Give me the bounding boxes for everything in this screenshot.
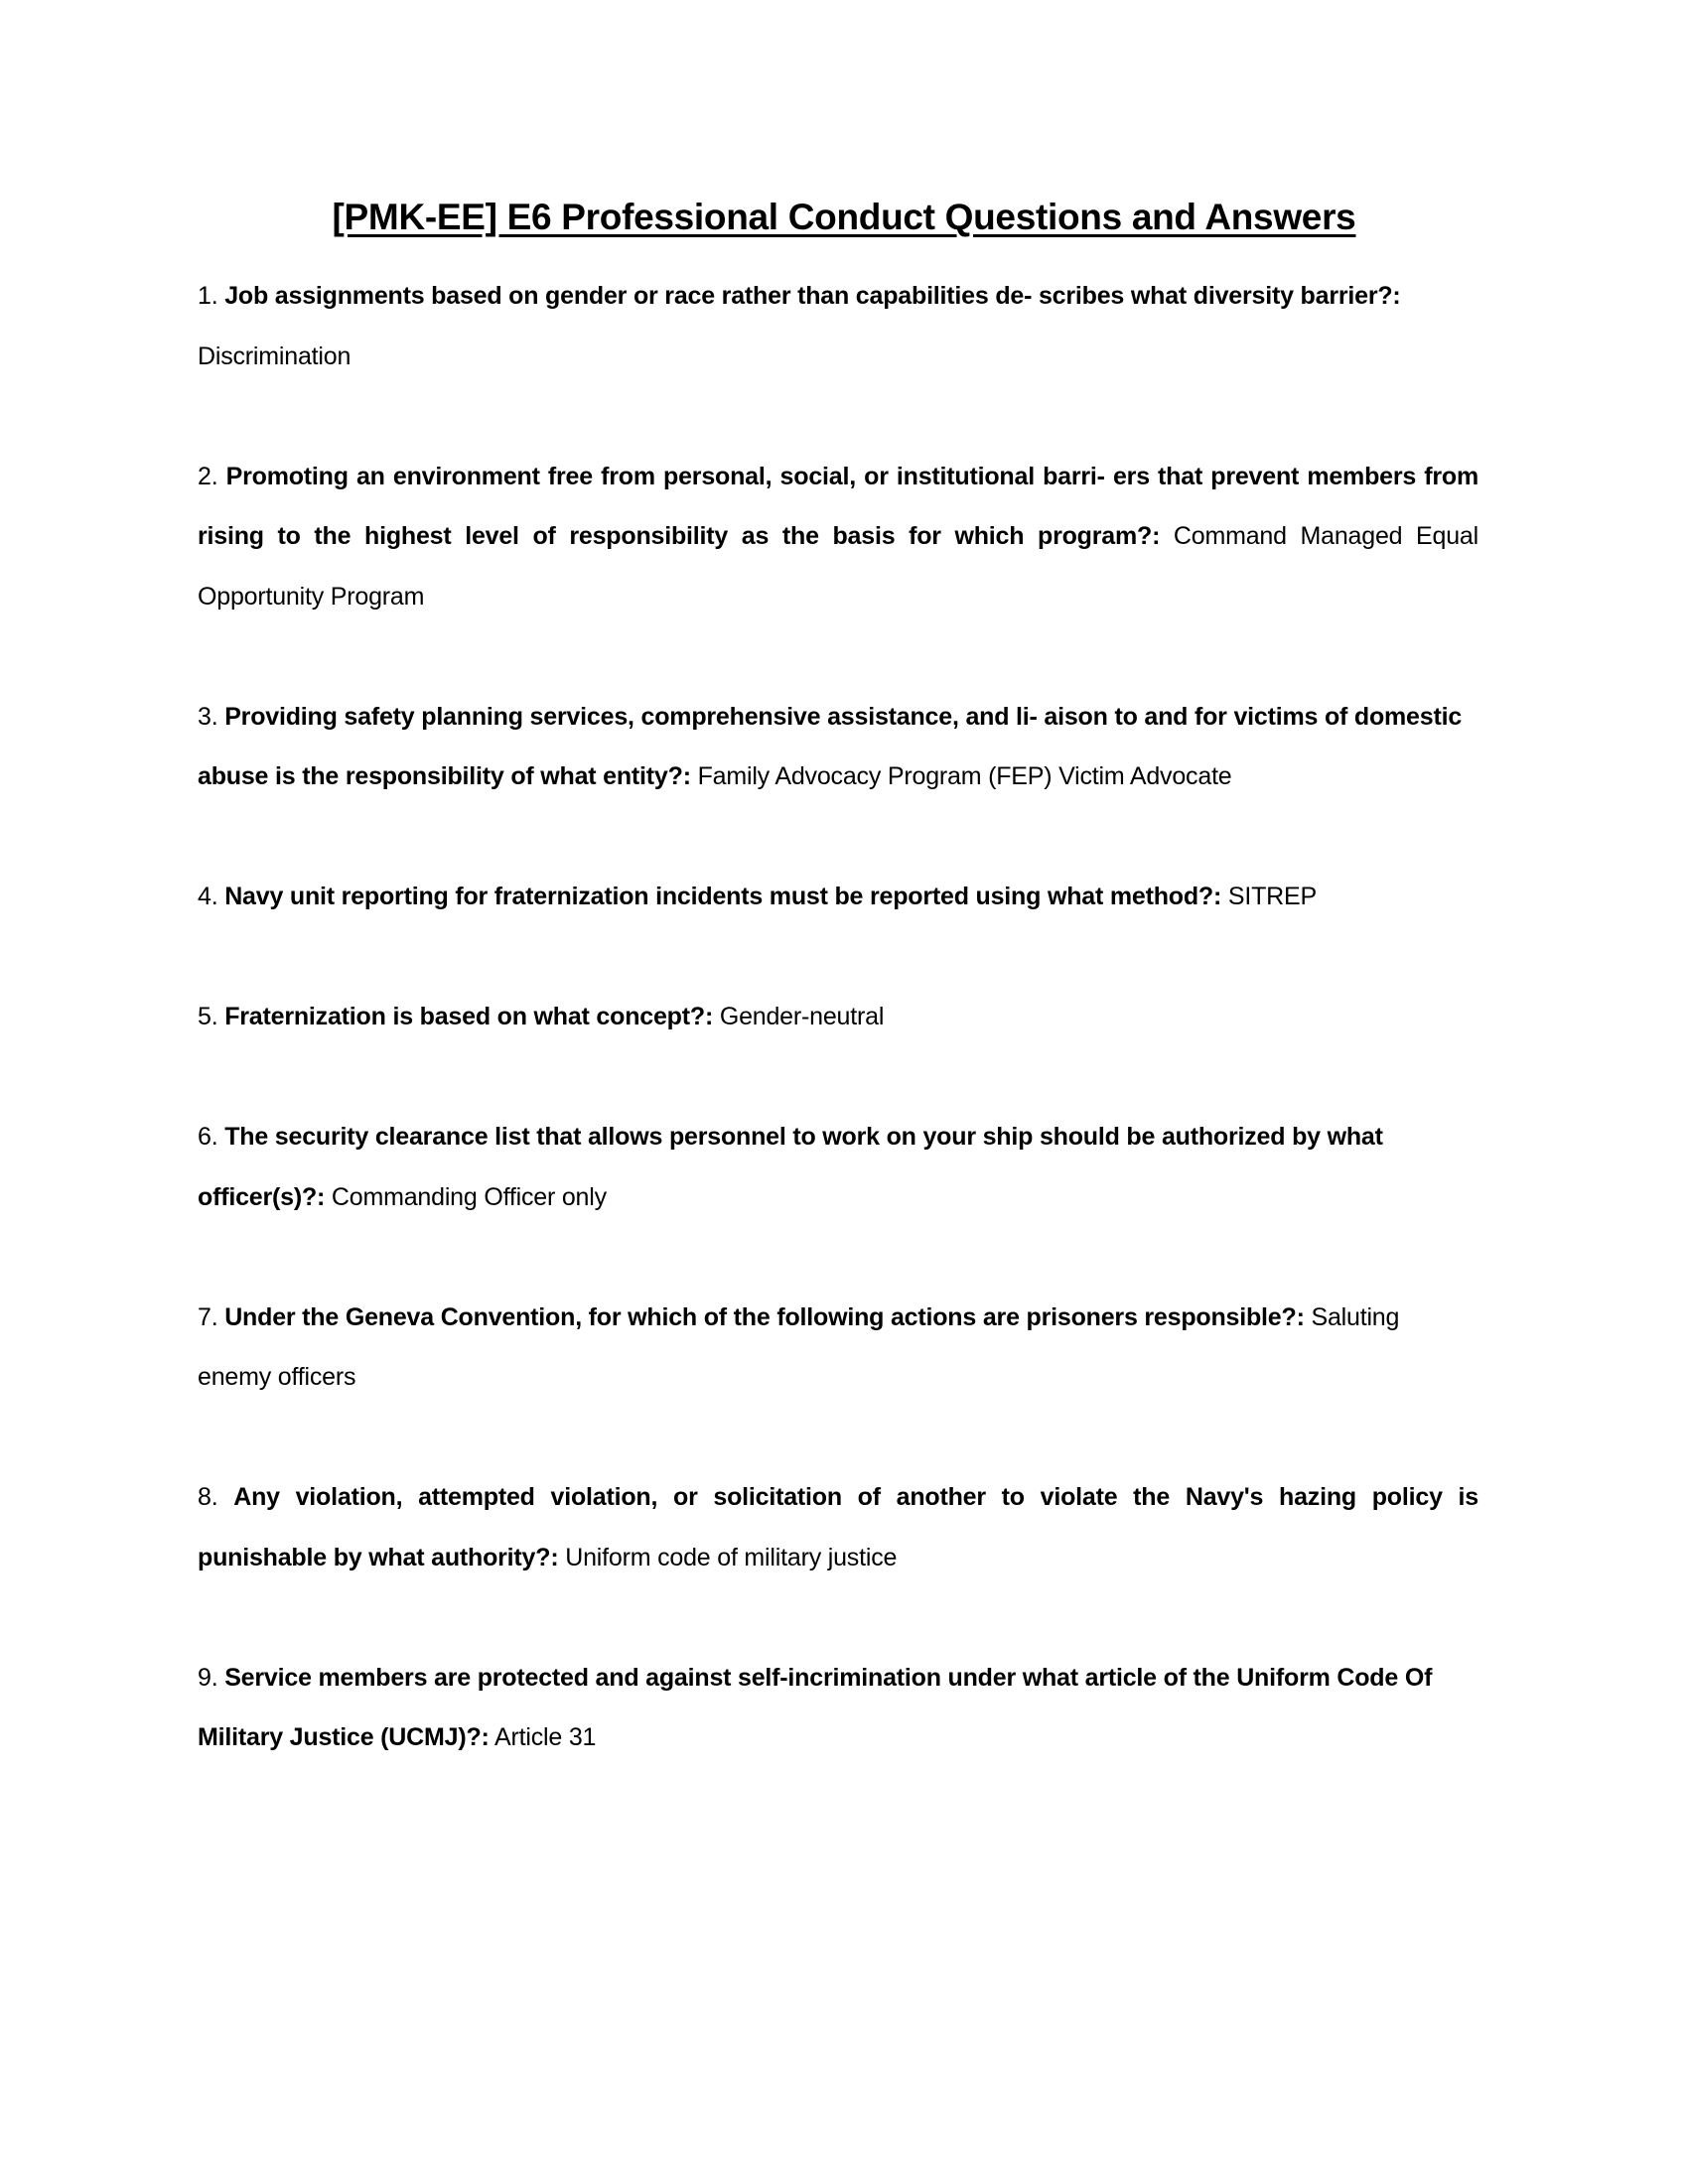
item-number: 3. [198, 702, 218, 731]
question: Under the Geneva Convention, for which of the following actions are prisoners responsible?: [224, 1302, 1305, 1331]
item-number: 2. [198, 462, 218, 490]
qa-item [198, 447, 1478, 627]
question: Any violation, attempted violation, or solicitation of another to violate the Navy's hazing policy is punishable by what authority?: [198, 1483, 1478, 1571]
question: The security clearance list that allows personnel to work on your ship should be authorized by what officer(s)?: [198, 1123, 1383, 1211]
item-number: 6. [198, 1123, 218, 1151]
qa-item [198, 1648, 1478, 1768]
answer: Command Managed Equal Opportunity Program [198, 522, 1478, 611]
answer: SITREP [1227, 883, 1317, 910]
qa-item [198, 1288, 1478, 1408]
item-number: 4. [198, 883, 218, 910]
answer: Family Advocacy Program (FEP) Victim Advocate [697, 762, 1232, 790]
qa-item [198, 867, 1478, 927]
answer: Gender-neutral [719, 1003, 885, 1030]
question: Promoting an environment free from personal, social, or institutional barri- ers that prevent members from rising to the highest level of responsibility as the basis for which program?: [198, 462, 1479, 550]
qa-item [198, 1467, 1478, 1587]
qa-item [198, 987, 1478, 1047]
qa-item [198, 1107, 1478, 1227]
answer: Article 31 [494, 1723, 597, 1751]
question: Job assignments based on gender or race rather than capabilities de- scribes what diversity barrier?: [224, 282, 1401, 310]
qa-list [198, 266, 1478, 1828]
document-title: [PMK-EE] E6 Professional Conduct Questions and Answers [332, 197, 1356, 237]
question: Service members are protected and against self-incrimination under what article of the Uniform Code Of Military Justice (UCMJ)?: [198, 1663, 1433, 1751]
item-number: 9. [198, 1663, 218, 1692]
item-number: 5. [198, 1003, 218, 1030]
qa-item [198, 266, 1478, 386]
item-number: 8. [198, 1483, 218, 1511]
answer: Uniform code of military justice [565, 1543, 898, 1571]
question: Navy unit reporting for fraternization incidents must be reported using what method?: [224, 883, 1222, 910]
question: Providing safety planning services, comprehensive assistance, and li- aison to and for victims of domestic abuse is the responsibility of what entity?: [198, 702, 1463, 790]
question: Fraternization is based on what concept?: [224, 1003, 714, 1030]
answer: Saluting enemy officers [198, 1302, 1400, 1391]
answer: Discrimination [198, 341, 352, 370]
item-number: 1. [198, 282, 218, 310]
item-number: 7. [198, 1302, 218, 1331]
answer: Commanding Officer only [331, 1182, 607, 1211]
qa-item [198, 687, 1478, 807]
